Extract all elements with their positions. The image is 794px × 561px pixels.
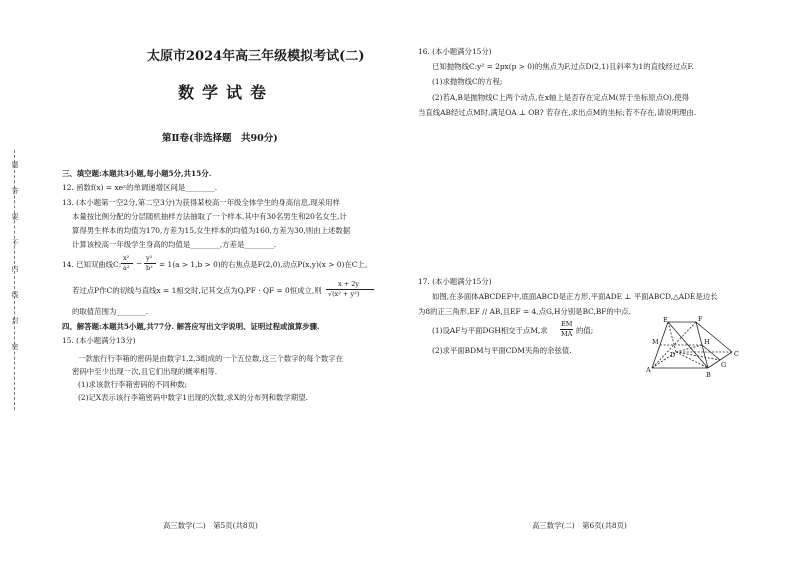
question-13-line: 13. (本小题第一空2分,第二空3分)为获得某校高一年级全体学生的身高信息,现采用样 bbox=[62, 198, 340, 207]
vertex-label: B bbox=[706, 371, 711, 379]
vertex-label: G bbox=[721, 361, 727, 369]
question-15-heading: 15. (本小题满分13分) bbox=[62, 336, 136, 345]
exam-title: 太原市2024年高三年级模拟考试(二) bbox=[147, 49, 365, 64]
question-15-part: (2)记X表示该行李箱密码中数字1出现的次数,求X的分布列和数学期望. bbox=[78, 393, 308, 402]
question-17-part: (2)求平面BDM与平面CDM夹角的余弦值. bbox=[432, 346, 572, 355]
binding-char: 不 bbox=[11, 239, 19, 247]
question-17-line: 如图,在多面体ABCDEF中,底面ABCD是正方形,平面ADE ⊥ 平面ABCD,△ADE是边长 bbox=[432, 292, 718, 301]
fraction-numerator: y² bbox=[146, 254, 153, 262]
binding-char: 要 bbox=[11, 213, 19, 221]
fraction-denominator: MA bbox=[561, 330, 573, 338]
question-13-line: 本量按比例分配的分层随机抽样方法抽取了一个样本,其中有30名男生和20名女生,计 bbox=[72, 212, 347, 221]
vertex-label: E bbox=[663, 316, 668, 324]
question-17-heading: 17. (本小题满分15分) bbox=[418, 277, 492, 286]
fraction-numerator: x + 2y bbox=[338, 280, 360, 288]
binding-char: 题 bbox=[11, 161, 19, 169]
question-15-line: 一款旅行行李箱的密码是由数字1,2,3组成的一个五位数,这三个数字的每个数字在 bbox=[78, 354, 344, 363]
question-13-line: 算得男生样本的均值为170,方差为15,女生样本的均值为160,方差为30,则由上述数据 bbox=[72, 226, 351, 235]
subject-title: 数学试卷 bbox=[178, 83, 275, 102]
question-17-line: 为8的正三角形,EF // AB,且EF = 4,点G,H分别是BC,BF的中点. bbox=[418, 307, 631, 316]
question-16-part: (2)若A,B是抛物线C上两个动点,在x轴上是否存在定点M(异于坐标原点O),使得 bbox=[432, 93, 690, 102]
binding-char: 答 bbox=[11, 187, 19, 195]
fraction-denominator: √(x² + y²) bbox=[328, 290, 360, 298]
question-16-part: (1)求抛物线C的方程; bbox=[432, 77, 503, 86]
vertex-label: F bbox=[698, 316, 703, 323]
binding-char: 封 bbox=[11, 317, 19, 325]
question-17-part: 的值; bbox=[576, 326, 594, 335]
question-16-heading: 16. (本小题满分15分) bbox=[418, 47, 492, 56]
right-page-footer: 高三数学(二) 第6页(共8页) bbox=[532, 521, 627, 530]
binding-char: 线 bbox=[11, 291, 19, 299]
question-14-line: = 1(a > 1,b > 0)的右焦点是F(2,0),动点P(x,y)(x > 0)在C上, bbox=[159, 260, 368, 269]
binding-char: 内 bbox=[11, 265, 19, 273]
fraction-numerator: EM bbox=[561, 320, 573, 328]
vertex-label: M bbox=[652, 338, 659, 346]
vertex-label: H bbox=[704, 338, 710, 346]
vertex-label: C bbox=[734, 350, 739, 358]
section-answer-heading: 四、解答题:本题共5小题,共77分. 解答应写出文字说明、证明过程或演算步骤. bbox=[62, 322, 320, 331]
fraction-denominator: b² bbox=[146, 264, 153, 272]
minus-sign: − bbox=[136, 259, 143, 268]
question-17-part: (1)设AF与平面DGH相交于点M,求 bbox=[432, 326, 548, 335]
question-14-intro: 14. 已知双曲线C: bbox=[62, 260, 122, 269]
fraction-denominator: a² bbox=[123, 264, 130, 272]
vertex-label: A bbox=[646, 366, 651, 374]
question-12: 12. 函数f(x) = xeˣ的单调递增区间是________. bbox=[62, 183, 218, 192]
question-16-line: 已知抛物线C:y² = 2px(p > 0)的焦点为F,过点D(2,1)且斜率为1的直线经过点F. bbox=[432, 62, 694, 71]
binding-char: 密 bbox=[11, 343, 19, 351]
question-13-line: 计算该校高一年级学生身高的均值是________,方差是________. bbox=[72, 240, 277, 249]
question-16-part: 当直线AB经过点M时,满足OA ⊥ OB? 若存在,求出点M的坐标;若不存在,请说明理由. bbox=[418, 108, 697, 117]
question-15-line: 密码中至少出现一次,且它们出现的概率相等. bbox=[72, 367, 218, 376]
question-14-line: 若过点P作C的切线与直线x = 1相交时,记其交点为Q,PF · QF = 0恒成立,则 bbox=[72, 286, 322, 295]
volume-title: 第Ⅱ卷(非选择题 共90分) bbox=[162, 133, 278, 144]
polyhedron-figure bbox=[646, 316, 742, 382]
left-page-footer: 高三数学(二) 第5页(共8页) bbox=[163, 521, 258, 530]
question-14-line: 的取值范围为________. bbox=[72, 307, 149, 316]
question-15-part: (1)求该款行李箱密码的不同种数; bbox=[78, 380, 188, 389]
section-fill-blank-heading: 三、填空题:本题共3小题,每小题5分,共15分. bbox=[62, 169, 212, 178]
vertex-label: D bbox=[670, 351, 676, 359]
fraction-numerator: x² bbox=[123, 254, 130, 262]
